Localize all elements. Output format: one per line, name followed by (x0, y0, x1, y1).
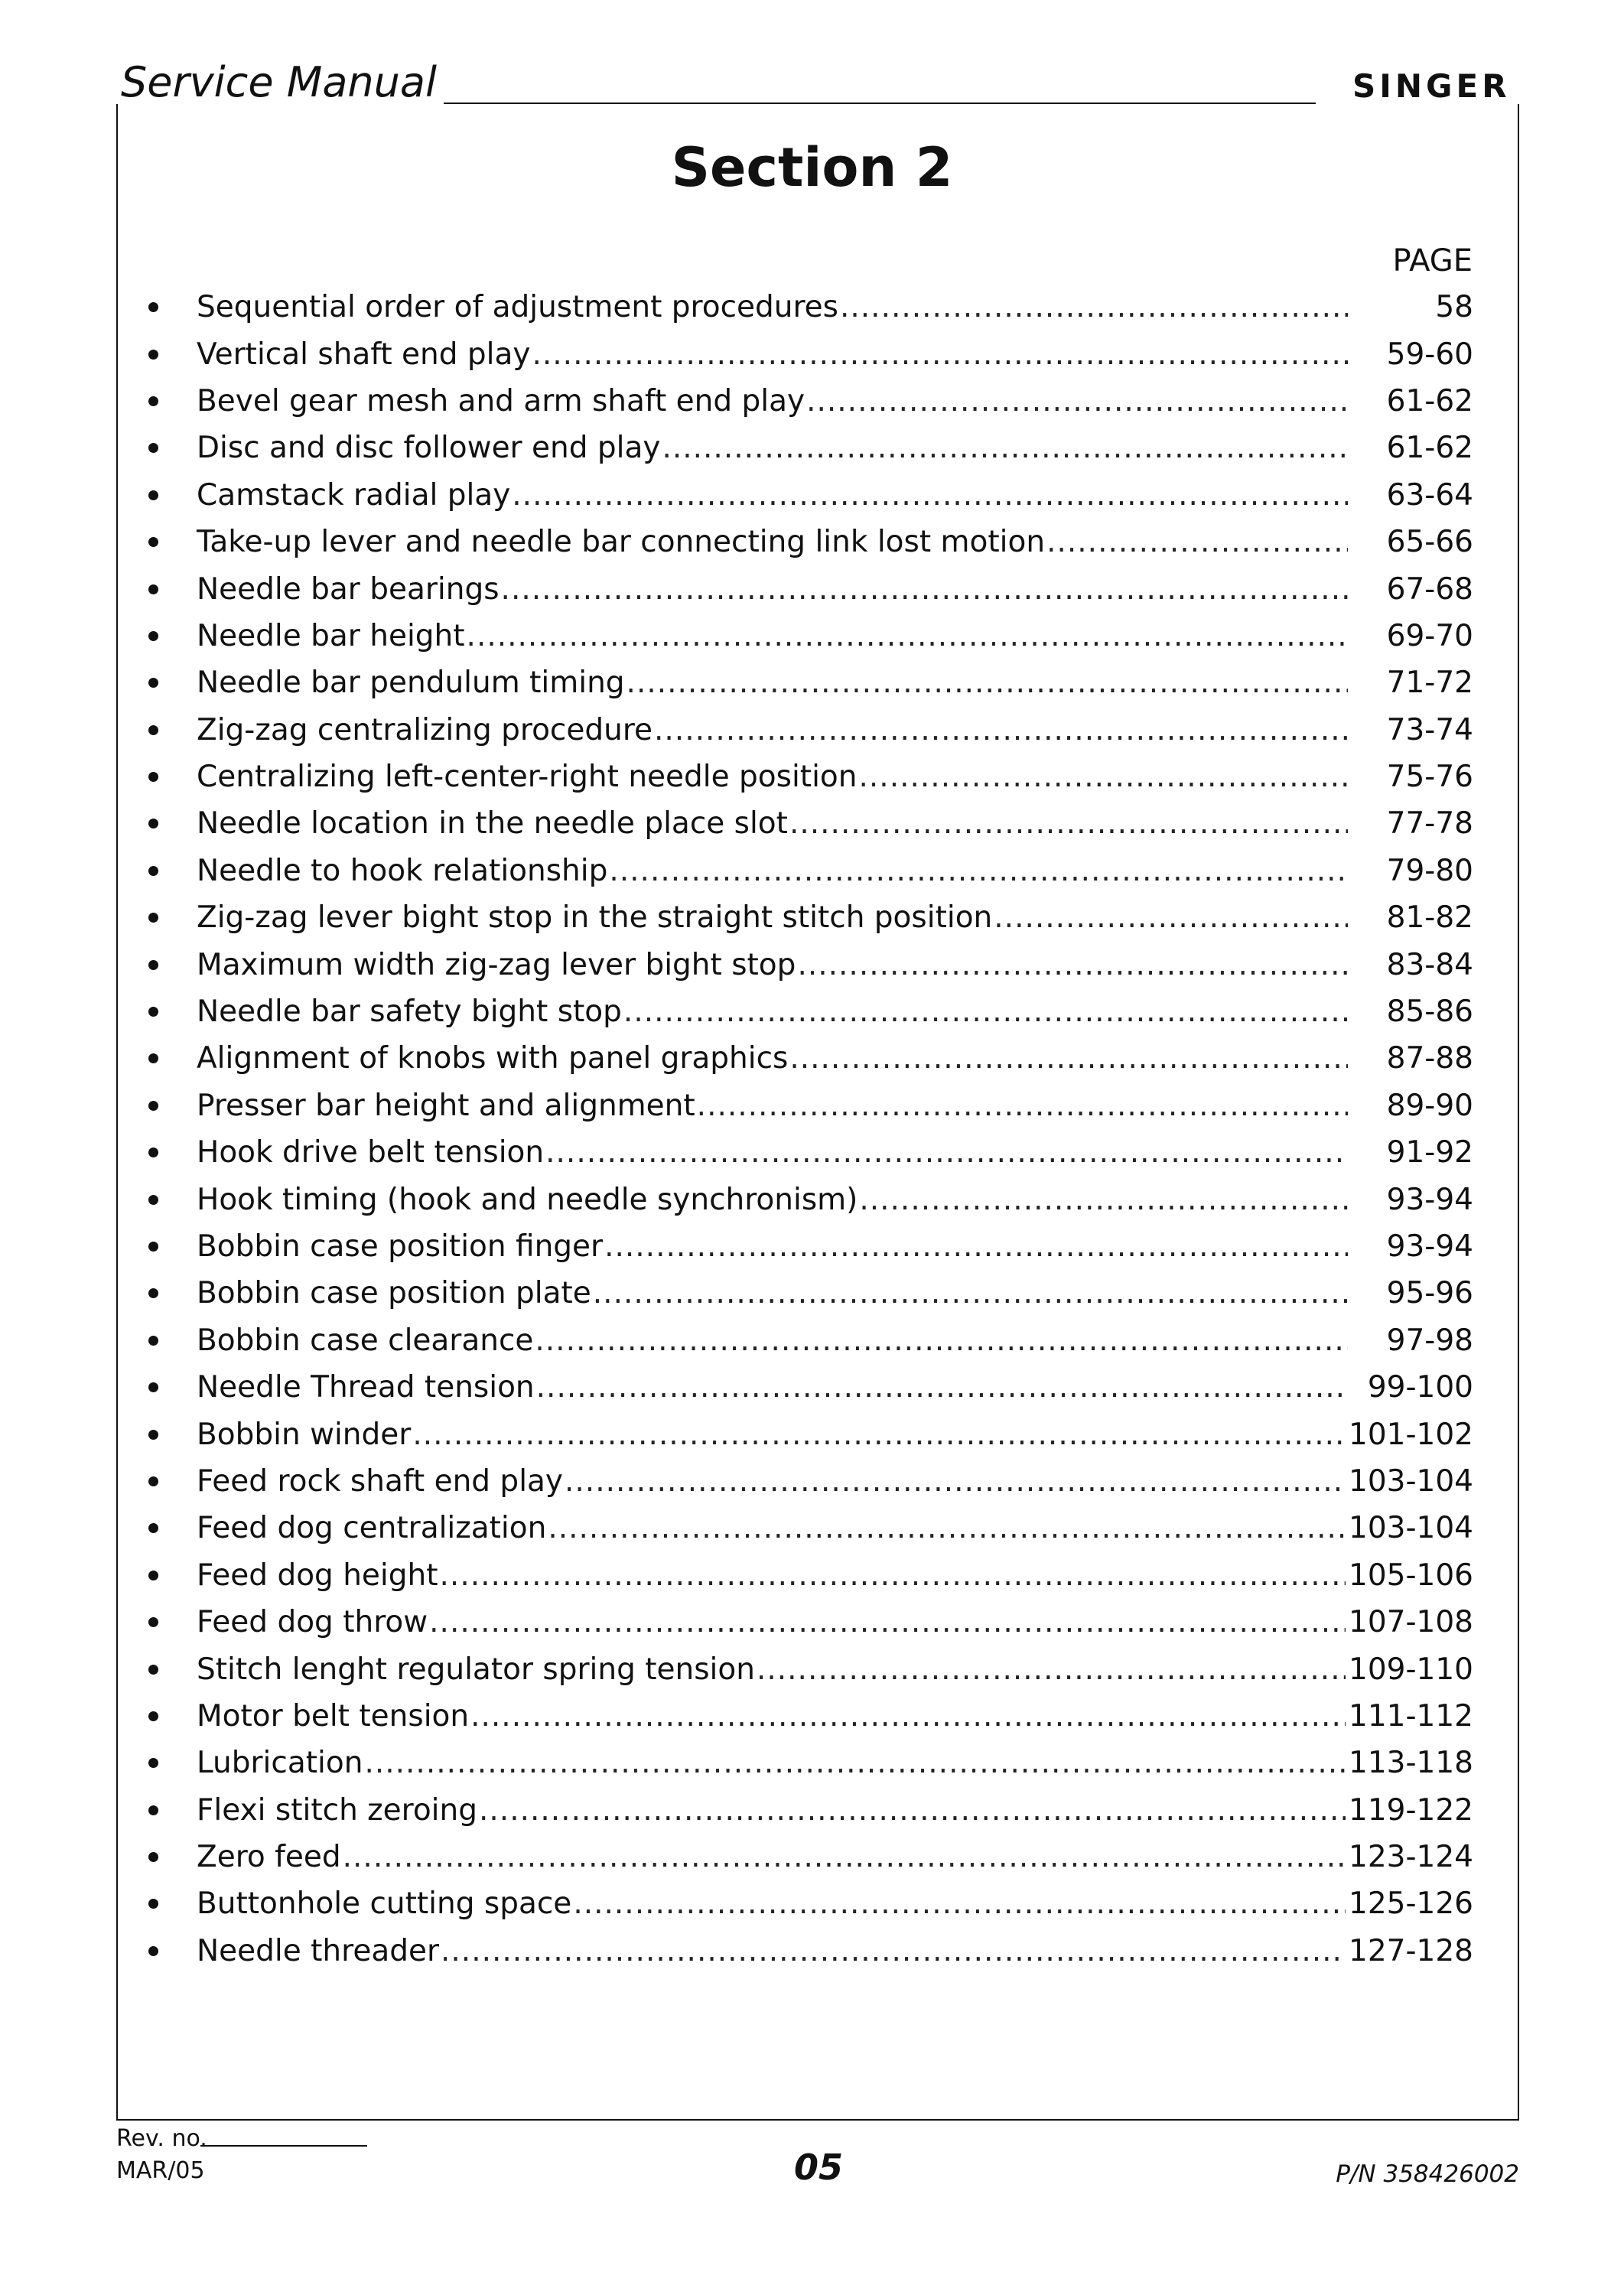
dot-leader (565, 1464, 1346, 1499)
dot-leader (467, 619, 1348, 653)
toc-entry-title: Alignment of knobs with panel graphics (197, 1041, 789, 1076)
toc-entry (145, 1035, 1473, 1082)
dot-leader (994, 900, 1348, 935)
dot-leader (536, 1370, 1348, 1405)
toc-entry (145, 1928, 1473, 1974)
dot-leader (429, 1605, 1346, 1639)
bullet-icon (148, 1007, 158, 1017)
toc-entry (145, 1880, 1473, 1927)
toc-entry-title: Hook drive belt tension (197, 1135, 545, 1170)
toc-entry-title: Stitch lenght regulator spring tension (197, 1652, 755, 1687)
toc-entry-title: Zig-zag centralizing procedure (197, 712, 653, 747)
toc-entry-page: 101-102 (1349, 1417, 1473, 1452)
toc-entry-page: 61-62 (1386, 431, 1473, 466)
toc-entry-title: Feed dog centralization (197, 1511, 547, 1546)
dot-leader (470, 1699, 1346, 1733)
bullet-icon (148, 443, 158, 453)
bullet-icon (148, 537, 158, 547)
toc-entry-page: 95-96 (1386, 1276, 1473, 1311)
dot-leader (806, 384, 1348, 418)
toc-entry-page: 65-66 (1386, 525, 1473, 560)
toc-entry-title: Lubrication (197, 1746, 363, 1781)
toc-entry-page: 73-74 (1386, 712, 1473, 747)
toc-entry-page: 71-72 (1386, 666, 1473, 701)
dot-leader (479, 1793, 1346, 1828)
bullet-icon (148, 725, 158, 735)
dot-leader (797, 948, 1348, 982)
toc-entry-page: 97-98 (1386, 1323, 1473, 1358)
toc-entry-page: 93-94 (1386, 1182, 1473, 1217)
toc-entry-page: 99-100 (1367, 1370, 1473, 1405)
bullet-icon (148, 1336, 158, 1346)
dot-leader (412, 1418, 1346, 1452)
toc-entry-title: Bobbin case position plate (197, 1276, 591, 1311)
dot-leader (604, 1229, 1348, 1264)
bullet-icon (148, 1430, 158, 1440)
table-of-contents (145, 284, 1473, 1974)
toc-entry-page: 67-68 (1386, 571, 1473, 607)
revision-rule (200, 2145, 367, 2147)
part-number: P/N 358426002 (1336, 2160, 1519, 2188)
toc-entry (145, 1270, 1473, 1317)
dot-leader (757, 1652, 1346, 1687)
toc-entry (145, 894, 1473, 941)
dot-leader (1046, 525, 1348, 559)
toc-entry (145, 941, 1473, 988)
toc-entry (145, 1505, 1473, 1551)
dot-leader (548, 1511, 1346, 1545)
toc-entry-title: Zig-zag lever bight stop in the straight stitch position (197, 900, 993, 936)
toc-entry (145, 472, 1473, 519)
dot-leader (535, 1323, 1348, 1358)
toc-entry (145, 1552, 1473, 1599)
dot-leader (545, 1135, 1348, 1170)
toc-entry (145, 613, 1473, 659)
dot-leader (859, 1183, 1348, 1217)
bullet-icon (148, 584, 158, 594)
toc-entry-title: Bobbin winder (197, 1417, 412, 1452)
bullet-icon (148, 631, 158, 641)
toc-entry-title: Needle Thread tension (197, 1370, 535, 1405)
bullet-icon (148, 1053, 158, 1063)
bullet-icon (148, 819, 158, 828)
bullet-icon (148, 302, 158, 312)
toc-entry-page: 103-104 (1349, 1463, 1473, 1499)
dot-leader (501, 572, 1348, 607)
brand-logo: SINGER (1352, 67, 1511, 105)
toc-entry (145, 988, 1473, 1035)
dot-leader (662, 431, 1348, 465)
bullet-icon (148, 1288, 158, 1298)
toc-entry-title: Feed rock shaft end play (197, 1463, 564, 1499)
toc-entry-page: 81-82 (1386, 900, 1473, 936)
toc-entry (145, 565, 1473, 612)
dot-leader (840, 290, 1348, 324)
toc-entry-page: 111-112 (1349, 1698, 1473, 1733)
toc-entry-title: Take-up lever and needle bar connecting link lost motion (197, 525, 1046, 560)
toc-entry (145, 1599, 1473, 1646)
toc-entry-title: Needle bar pendulum timing (197, 666, 625, 701)
toc-entry-title: Vertical shaft end play (197, 337, 531, 372)
toc-entry (145, 659, 1473, 706)
toc-entry-title: Presser bar height and alignment (197, 1088, 695, 1123)
dot-leader (654, 713, 1348, 747)
toc-entry-title: Buttonhole cutting space (197, 1886, 572, 1922)
toc-entry-title: Needle bar safety bight stop (197, 994, 622, 1030)
toc-entry-page: 85-86 (1386, 994, 1473, 1030)
toc-entry-page: 119-122 (1349, 1792, 1473, 1828)
toc-entry (145, 1317, 1473, 1364)
toc-entry (145, 800, 1473, 847)
bullet-icon (148, 350, 158, 360)
toc-entry-title: Sequential order of adjustment procedures (197, 290, 838, 325)
bullet-icon (148, 396, 158, 406)
bullet-icon (148, 1711, 158, 1721)
toc-entry (145, 848, 1473, 894)
toc-entry (145, 1364, 1473, 1411)
toc-entry (145, 1787, 1473, 1834)
toc-entry-title: Camstack radial play (197, 477, 511, 513)
toc-entry-title: Needle bar height (197, 618, 465, 653)
toc-entry-page: 109-110 (1349, 1652, 1473, 1687)
dot-leader (343, 1840, 1346, 1874)
section-title: Section 2 (671, 136, 953, 199)
revision-date: MAR/05 (116, 2157, 205, 2184)
dot-leader (532, 337, 1348, 372)
toc-entry-page: 63-64 (1386, 477, 1473, 513)
toc-entry-page: 103-104 (1349, 1511, 1473, 1546)
toc-entry (145, 425, 1473, 471)
bullet-icon (148, 772, 158, 782)
dot-leader (609, 854, 1348, 888)
bullet-icon (148, 1476, 158, 1486)
dot-leader (697, 1089, 1348, 1123)
page-column-label: PAGE (1392, 243, 1473, 278)
toc-entry (145, 1834, 1473, 1880)
toc-entry-title: Feed dog height (197, 1558, 438, 1593)
bullet-icon (148, 1617, 158, 1627)
toc-entry-page: 59-60 (1386, 337, 1473, 372)
toc-entry-title: Needle location in the needle place slot (197, 806, 788, 842)
toc-entry-page: 77-78 (1386, 806, 1473, 842)
page-number: 05 (793, 2147, 843, 2188)
toc-entry-page: 89-90 (1386, 1088, 1473, 1123)
toc-entry (145, 519, 1473, 565)
bullet-icon (148, 1852, 158, 1862)
toc-entry (145, 1082, 1473, 1129)
bullet-icon (148, 1195, 158, 1205)
toc-entry-page: 123-124 (1349, 1840, 1473, 1875)
bullet-icon (148, 490, 158, 500)
bullet-icon (148, 1571, 158, 1580)
dot-leader (789, 1041, 1348, 1076)
bullet-icon (148, 1382, 158, 1392)
toc-entry (145, 1646, 1473, 1692)
dot-leader (573, 1886, 1346, 1921)
toc-entry-title: Feed dog throw (197, 1605, 428, 1640)
dot-leader (623, 994, 1348, 1029)
toc-entry-page: 69-70 (1386, 618, 1473, 653)
toc-entry-title: Disc and disc follower end play (197, 431, 661, 466)
bullet-icon (148, 913, 158, 923)
toc-entry (145, 1223, 1473, 1270)
toc-entry-title: Hook timing (hook and needle synchronism) (197, 1182, 858, 1217)
toc-entry-page: 113-118 (1349, 1746, 1473, 1781)
bullet-icon (148, 1805, 158, 1815)
toc-entry-page: 79-80 (1386, 853, 1473, 888)
toc-entry-page: 87-88 (1386, 1041, 1473, 1076)
revision-label: Rev. no. (116, 2125, 207, 2152)
dot-leader (440, 1558, 1346, 1593)
bullet-icon (148, 1946, 158, 1956)
toc-entry (145, 1129, 1473, 1176)
toc-entry (145, 284, 1473, 330)
bullet-icon (148, 866, 158, 876)
bullet-icon (148, 1242, 158, 1252)
toc-entry-title: Needle threader (197, 1933, 440, 1968)
bullet-icon (148, 1101, 158, 1111)
toc-entry-page: 125-126 (1349, 1886, 1473, 1922)
toc-entry-page: 75-76 (1386, 760, 1473, 795)
bullet-icon (148, 1665, 158, 1675)
toc-entry-page: 107-108 (1349, 1605, 1473, 1640)
toc-entry-page: 127-128 (1349, 1933, 1473, 1968)
bullet-icon (148, 1523, 158, 1533)
toc-entry-title: Zero feed (197, 1840, 341, 1875)
bullet-icon (148, 678, 158, 688)
toc-entry-page: 83-84 (1386, 947, 1473, 982)
toc-entry (145, 378, 1473, 425)
dot-leader (512, 478, 1348, 513)
toc-entry-title: Bobbin case clearance (197, 1323, 534, 1358)
toc-entry (145, 1740, 1473, 1786)
toc-entry-title: Motor belt tension (197, 1698, 470, 1733)
toc-entry (145, 1693, 1473, 1740)
toc-entry-page: 93-94 (1386, 1229, 1473, 1264)
dot-leader (859, 760, 1348, 794)
toc-entry (145, 1411, 1473, 1457)
bullet-icon (148, 960, 158, 970)
toc-entry-page: 61-62 (1386, 383, 1473, 418)
dot-leader (789, 806, 1348, 841)
toc-entry (145, 330, 1473, 377)
toc-entry (145, 754, 1473, 800)
toc-entry-page: 91-92 (1386, 1135, 1473, 1170)
manual-title: Service Manual (121, 58, 437, 106)
toc-entry-title: Flexi stitch zeroing (197, 1792, 477, 1828)
bullet-icon (148, 1148, 158, 1157)
toc-entry-page: 58 (1435, 290, 1473, 325)
toc-entry (145, 1176, 1473, 1222)
dot-leader (441, 1934, 1346, 1968)
dot-leader (593, 1276, 1348, 1310)
toc-entry-page: 105-106 (1349, 1558, 1473, 1593)
toc-entry (145, 707, 1473, 754)
toc-entry-title: Bevel gear mesh and arm shaft end play (197, 383, 805, 418)
toc-entry-title: Needle bar bearings (197, 571, 500, 607)
dot-leader (626, 666, 1348, 700)
bullet-icon (148, 1899, 158, 1909)
dot-leader (364, 1746, 1346, 1780)
toc-entry-title: Maximum width zig-zag lever bight stop (197, 947, 796, 982)
toc-entry-title: Centralizing left-center-right needle position (197, 760, 858, 795)
toc-entry-title: Needle to hook relationship (197, 853, 608, 888)
toc-entry (145, 1458, 1473, 1505)
bullet-icon (148, 1758, 158, 1768)
toc-entry-title: Bobbin case position finger (197, 1229, 604, 1264)
